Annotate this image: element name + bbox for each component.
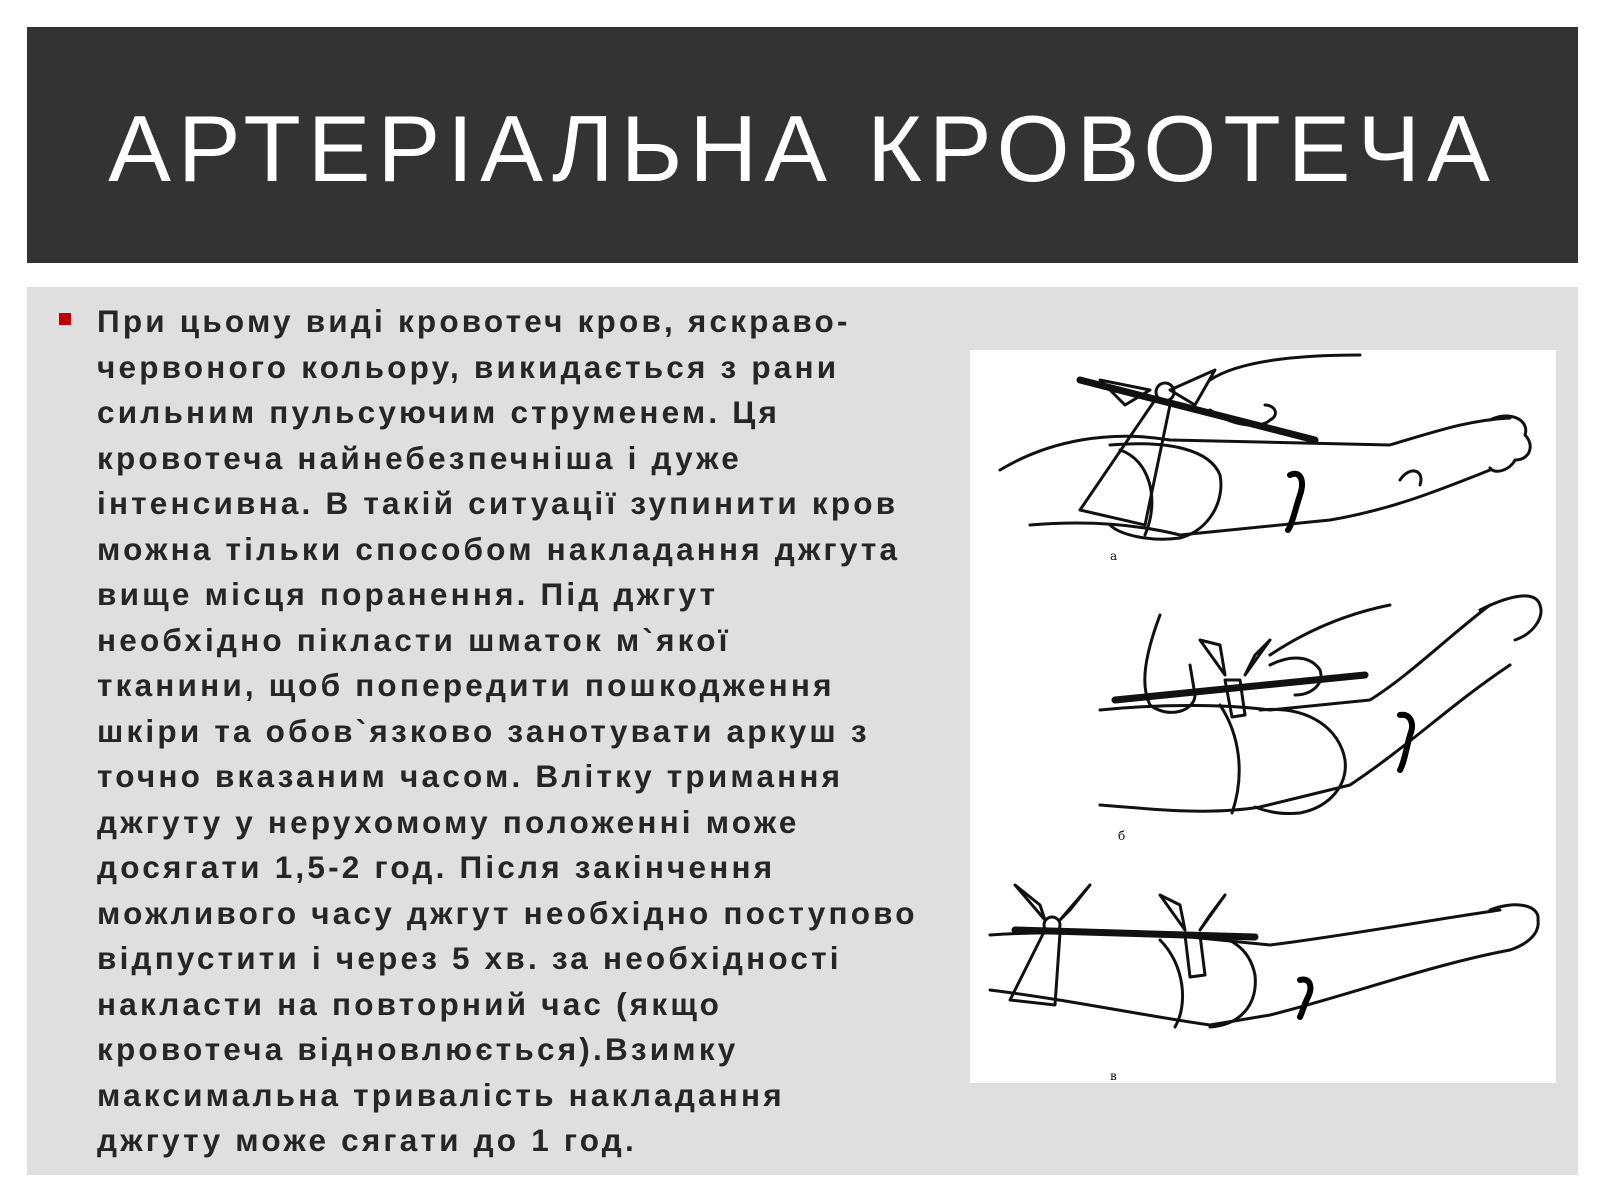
panel-label-a: а [1110,549,1118,563]
panel-label-b: б [1118,829,1126,843]
illustration-panel-a [1000,355,1530,563]
body-paragraph: При цьому виді кровотеч кров, яскраво- червоного кольору, викидається з рани сильним пульсуючим струменем. Ця кровотеча найнебезпечніша і дуже інтенсивна. В такій ситуації зупинити кров можна тільки способом накладання джгута вище місця поранення. Під джгут необхідно пікласти шматок м`якої тканини, щоб попередити пошкодження шкіри та обов`язково занотувати аркуш з точно вказаним часом. Влітку тримання джгуту у нерухомому положенні може досягати 1,5-2 год. Після закінчення можливого часу джгут необхідно поступово відпустити і через 5 хв. за необхідності накласти на повторний час (якщо кровотеча відновлюється).Взимку максимальна тривалість накладання джгуту може сягати до 1 год. [97,303,918,1158]
slide-title: АРТЕРІАЛЬНА КРОВОТЕЧА [108,96,1497,201]
title-bar [27,27,1578,263]
illustration-panel-b [1100,596,1541,843]
illustration-panel-c [990,885,1538,1083]
content-area [27,287,1578,1175]
bullet-square-icon [59,313,71,325]
panel-label-c: в [1110,1069,1117,1083]
tourniquet-illustration [970,350,1556,1083]
